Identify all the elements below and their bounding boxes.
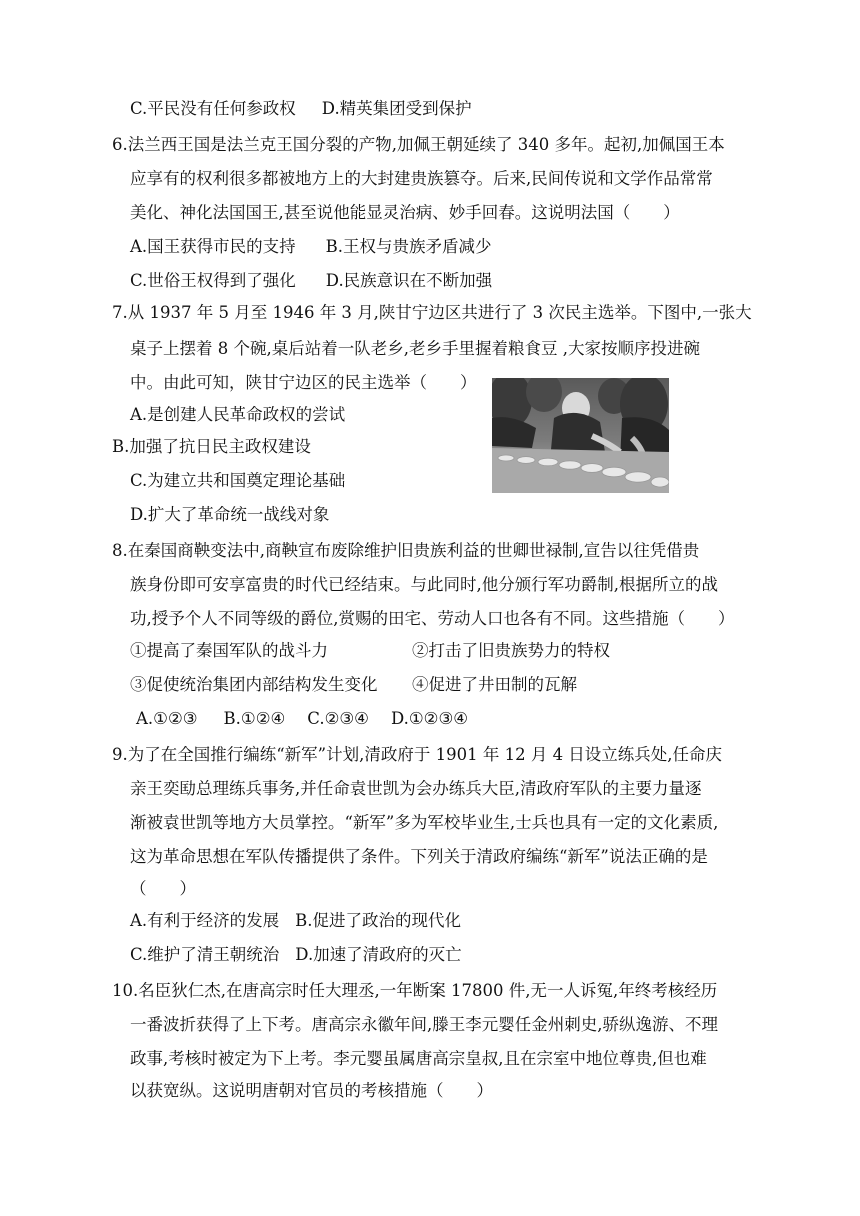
q8-option-c: C.②③④	[307, 709, 369, 728]
q8-statement-1: ①提高了秦国军队的战斗力	[130, 641, 328, 660]
q8-stem-line-2: 族身份即可安享富贵的时代已经结束。与此同时,他分颁行军功爵制,根据所立的战	[130, 575, 718, 594]
q8-options	[136, 708, 468, 730]
q5-option-c: C.平民没有任何参政权	[130, 99, 296, 118]
q5-options-cd	[130, 98, 472, 120]
q9-stem-line-5: （ ）	[130, 879, 196, 898]
q9-stem-line-3: 渐被袁世凯等地方大员掌控。“新军”多为军校毕业生,士兵也具有一定的文化素质,	[130, 813, 719, 832]
q7-option-c: C.为建立共和国奠定理论基础	[130, 471, 346, 490]
q10-stem-line-1: 10.名臣狄仁杰,在唐高宗时任大理丞,一年断案 17800 件,无一人诉冤,年终考核经历	[112, 981, 718, 1000]
q7-stem-line-3: 中。由此可知，陕甘宁边区的民主选举（ ）	[130, 373, 477, 392]
q9-option-a: A.有利于经济的发展	[130, 911, 280, 930]
q7-stem-line-1: 7.从 1937 年 5 月至 1946 年 3 月,陕甘宁边区共进行了 3 次民主选举。下图中,一张大	[112, 303, 752, 322]
election-photo	[492, 378, 669, 493]
q9-stem-line-4: 这为革命思想在军队传播提供了条件。下列关于清政府编练“新军”说法正确的是	[130, 847, 708, 866]
q8-option-d: D.①②③④	[390, 709, 469, 728]
q8-statement-4: ④促进了井田制的瓦解	[412, 675, 577, 694]
q6-stem-line-3: 美化、神化法国国王,甚至说他能显灵治病、妙手回春。这说明法国（ ）	[130, 203, 680, 222]
q8-statement-2: ②打击了旧贵族势力的特权	[412, 641, 610, 660]
q9-option-c: C.维护了清王朝统治	[130, 945, 280, 964]
q9-options-ab	[130, 910, 461, 932]
q9-option-d: D.加速了清政府的灭亡	[295, 945, 462, 964]
q9-options-cd	[130, 944, 462, 966]
q8-stem-line-3: 功,授予个人不同等级的爵位,赏赐的田宅、劳动人口也各有不同。这些措施（ ）	[130, 609, 735, 628]
q9-stem-line-1: 9.为了在全国推行编练“新军”计划,清政府于 1901 年 12 月 4 日设立练兵处,任命庆	[112, 745, 723, 764]
q7-option-d: D.扩大了革命统一战线对象	[130, 505, 330, 524]
q6-options-ab	[130, 236, 492, 258]
q10-stem-line-2: 一番波折获得了上下考。唐高宗永徽年间,滕王李元婴任金州刺史,骄纵逸游、不理	[130, 1015, 718, 1034]
q6-option-b: B.王权与贵族矛盾减少	[325, 237, 492, 256]
q9-option-b: B.促进了政治的现代化	[295, 911, 462, 930]
q10-stem-line-3: 政事,考核时被定为下上考。李元婴虽属唐高宗皇叔,且在宗室中地位尊贵,但也难	[130, 1049, 707, 1068]
q10-stem-line-4: 以获宽纵。这说明唐朝对官员的考核措施（ ）	[130, 1081, 493, 1100]
q8-option-b: B.①②④	[223, 709, 286, 728]
q7-stem-line-2: 桌子上摆着 8 个碗,桌后站着一队老乡,老乡手里握着粮食豆 ,大家按顺序投进碗	[130, 339, 700, 358]
q7-option-b: B.加强了抗日民主政权建设	[112, 437, 311, 456]
q6-stem-line-1: 6.法兰西王国是法兰克王国分裂的产物,加佩王朝延续了 340 多年。起初,加佩国王本	[112, 135, 725, 154]
q5-option-d: D.精英集团受到保护	[321, 99, 472, 118]
q6-options-cd	[130, 270, 492, 292]
q8-stem-line-1: 8.在秦国商鞅变法中,商鞅宣布废除维护旧贵族利益的世卿世禄制,宣告以往凭借贵	[112, 541, 700, 560]
q6-option-a: A.国王获得市民的支持	[130, 237, 296, 256]
q9-stem-line-2: 亲王奕劻总理练兵事务,并任命袁世凯为会办练兵大臣,清政府军队的主要力量逐	[130, 779, 702, 798]
q6-option-d: D.民族意识在不断加强	[325, 271, 493, 290]
q8-statement-3: ③促使统治集团内部结构发生变化	[130, 675, 378, 694]
q7-option-a: A.是创建人民革命政权的尝试	[130, 405, 346, 424]
q6-option-c: C.世俗王权得到了强化	[130, 271, 296, 290]
q8-option-a: A.①②③	[136, 709, 198, 728]
q6-stem-line-2: 应享有的权利很多都被地方上的大封建贵族篡夺。后来,民间传说和文学作品常常	[130, 169, 713, 188]
